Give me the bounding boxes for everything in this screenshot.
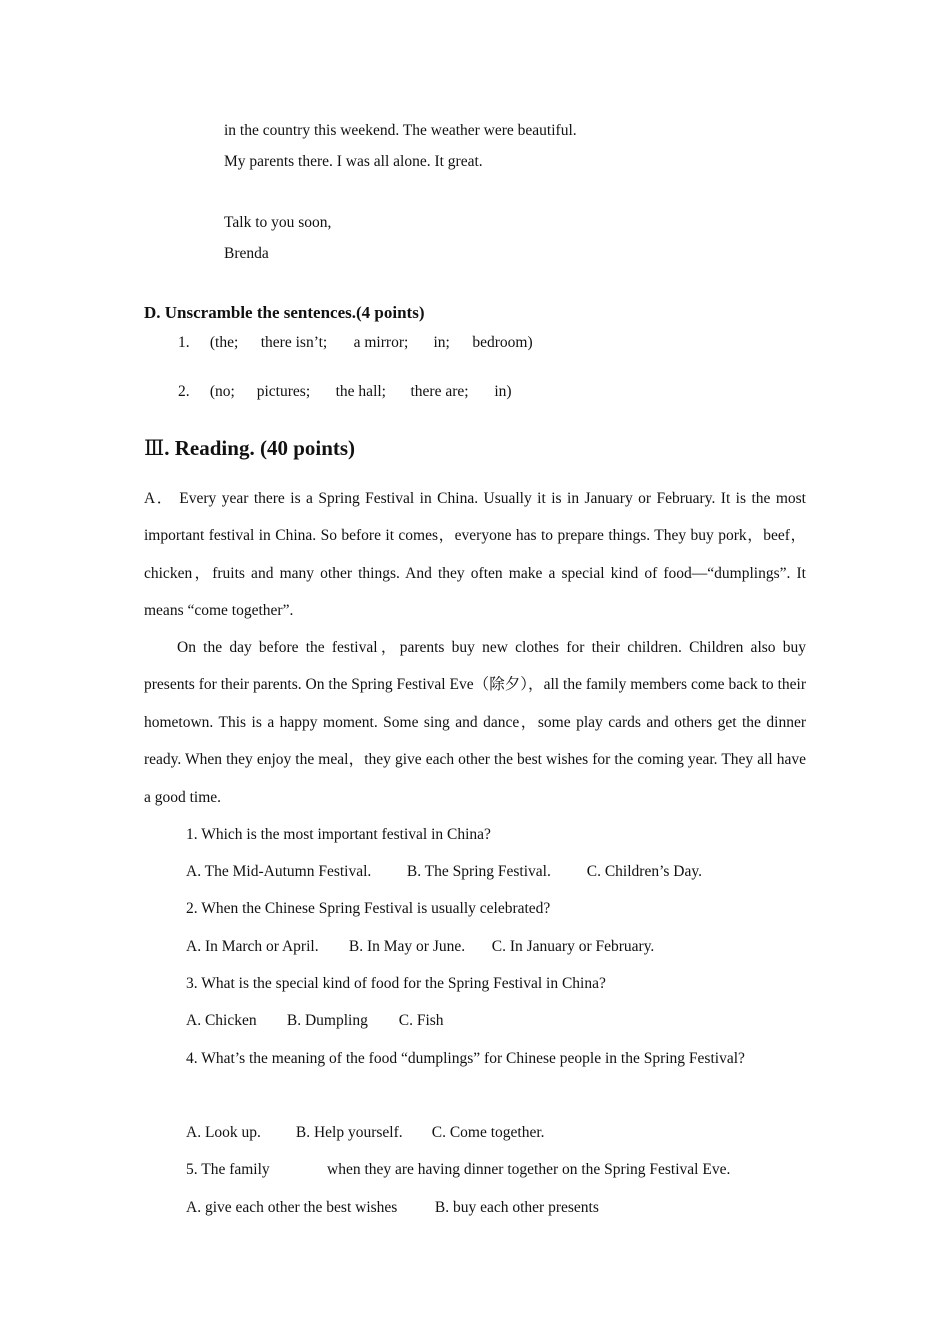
item-number: 1. (178, 334, 190, 351)
word-chunk: a mirror; (353, 334, 409, 351)
question-5-options (186, 1199, 806, 1217)
option: B. buy each other presents (434, 1199, 599, 1216)
option: A. give each other the best wishes (186, 1199, 398, 1216)
passage-paragraph-1: A． Every year there is a Spring Festival in China. Usually it is in January or February. It is the most important festival in China. So before it comes，everyone has to prepare things. They buy pork，beef，chicken，fruits and many other things. And they often make a special kind of food—“dumplings”. It means “come together”. (144, 490, 806, 620)
question-4: 4. What’s the meaning of the food “dumplings” for Chinese people in the Spring Festival? (186, 1050, 745, 1067)
question-2-options (186, 938, 806, 956)
word-chunk: there are; (410, 383, 469, 400)
question-5 (186, 1161, 806, 1179)
option: A. In March or April. (186, 938, 319, 955)
option: C. Come together. (431, 1124, 545, 1141)
letter-closing: Talk to you soon, (224, 214, 332, 231)
letter-line-2: My parents there. I was all alone. It great. (224, 153, 483, 170)
option: B. Help yourself. (295, 1124, 403, 1141)
word-chunk: in; (433, 334, 450, 351)
section-3-title: . Reading. (40 points) (164, 436, 356, 460)
option: A. Look up. (186, 1124, 261, 1141)
letter-line-1: in the country this weekend. The weather were beautiful. (224, 122, 577, 139)
option: C. In January or February. (491, 938, 655, 955)
question-2: 2. When the Chinese Spring Festival is usually celebrated? (186, 900, 551, 917)
passage-paragraph-2: On the day before the festival，parents buy new clothes for their children. Children also buy presents for their parents. On the Spring Festival Eve（除夕），all the family members come back to their hometown. This is a happy moment. Some sing and dance，some play cards and others get the dinner ready. When they enjoy the meal，they give each other the best wishes for the coming year. They all have a good time. (144, 639, 806, 806)
word-chunk: there isn’t; (260, 334, 328, 351)
option: A. The Mid-Autumn Festival. (186, 863, 372, 880)
option: C. Children’s Day. (586, 863, 702, 880)
roman-numeral: Ⅲ (144, 436, 165, 460)
word-chunk: (no; (209, 383, 235, 400)
word-chunk: in) (494, 383, 512, 400)
question-1: 1. Which is the most important festival in China? (186, 826, 491, 843)
question-5-end: when they are having dinner together on the Spring Festival Eve. (327, 1161, 731, 1178)
question-3: 3. What is the special kind of food for the Spring Festival in China? (186, 975, 606, 992)
question-3-options (186, 1012, 806, 1030)
item-number: 2. (178, 383, 190, 400)
option: A. Chicken (186, 1012, 257, 1029)
option: B. In May or June. (348, 938, 466, 955)
option: B. The Spring Festival. (406, 863, 551, 880)
section-d-heading: D. Unscramble the sentences.(4 points) (144, 303, 425, 322)
option: C. Fish (398, 1012, 444, 1029)
word-chunk: the hall; (335, 383, 386, 400)
section-3-heading (144, 436, 355, 461)
question-4-options (186, 1124, 806, 1142)
question-1-options (186, 863, 806, 881)
unscramble-item-1 (178, 334, 533, 352)
word-chunk: bedroom) (472, 334, 533, 351)
option: B. Dumpling (286, 1012, 368, 1029)
letter-signature: Brenda (224, 245, 269, 262)
question-5-start: 5. The family (186, 1161, 270, 1178)
word-chunk: (the; (209, 334, 239, 351)
unscramble-item-2 (178, 383, 512, 401)
word-chunk: pictures; (256, 383, 311, 400)
